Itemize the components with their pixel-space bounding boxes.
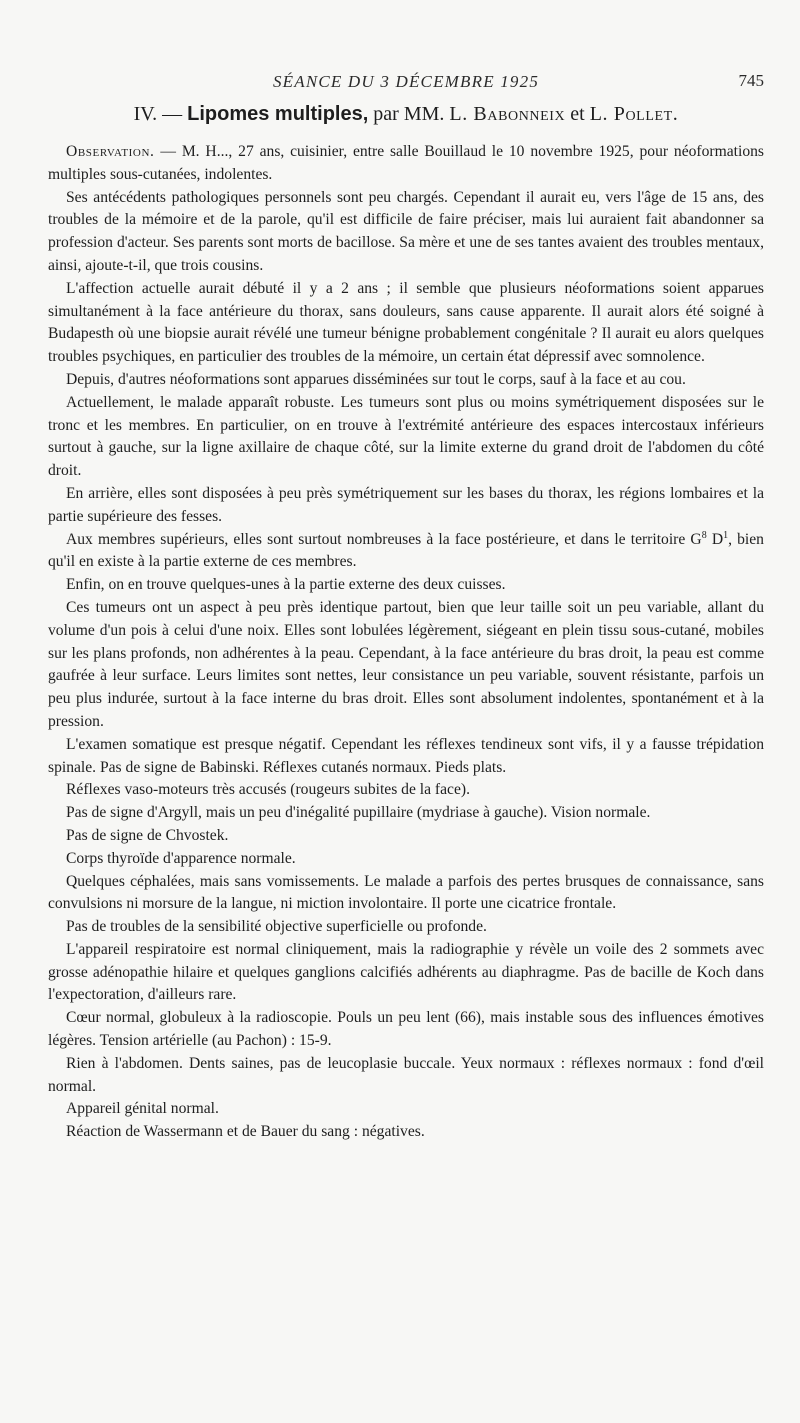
paragraph-arriere: En arrière, elles sont disposées à peu près symétriquement sur les bases du thorax, les régions lombaires et la partie supérieure des fesses.: [48, 484, 764, 525]
running-header: [48, 66, 764, 102]
membres-text-a: Aux membres supérieurs, elles sont surtout nombreuses à la face postérieure, et dans le territoire G: [66, 530, 702, 548]
paragraph-coeur: Cœur normal, globuleux à la radioscopie. Pouls un peu lent (66), mais instable sous des influences émotives légères. Tension artérielle (au Pachon) : 15-9.: [48, 1009, 764, 1050]
paragraph-actuellement: Actuellement, le malade apparaît robuste. Les tumeurs sont plus ou moins symétriquement disposées sur le tronc et les membres. En particulier, on en trouve à l'extrémité antérieure des espaces intercostaux inférieurs surtout à gauche, sur la ligne axillaire de chaque côté, sur la limite externe du grand droit de l'abdomen du côté droit.: [48, 393, 764, 480]
paragraph-antecedents: Ses antécédents pathologiques personnels sont peu chargés. Cependant il aurait eu, vers l'âge de 15 ans, des troubles de la mémoire et de la parole, qu'il est difficile de faire préciser, mais lui auraient fait abandonner sa profession d'acteur. Ses parents sont morts de bacillose. Sa mère et une de ses tantes avaient des troubles mentaux, ainsi, ajoute-t-il, que trois cousins.: [48, 188, 764, 274]
page: [48, 66, 764, 1144]
section-title: [48, 102, 764, 127]
paragraph-observation: [48, 141, 764, 187]
article-title: Lipomes multiples,: [187, 103, 369, 125]
paragraph-affection: L'affection actuelle aurait débuté il y a 2 ans ; il semble que plusieurs néoformations soient apparues simultanément à la face antérieure du thorax, sans douleurs, sans cause apparente. Il aurait alors été soigné à Budapesth où une biopsie aurait révélé une tumeur bénigne probablement congénitale ? Il aurait eu alors quelques troubles psychiques, en particulier des troubles de la mémoire, un certain état dépressif avec somnolence.: [48, 279, 764, 366]
membres-text-b: D: [706, 530, 724, 548]
paragraph-tumeurs: Ces tumeurs ont un aspect à peu près identique partout, bien que leur taille soit un peu variable, allant du volume d'un pois à celui d'une noix. Elles sont lobulées légèrement, siégeant en plein tissu sous-cutané, mobiles sur les plans profonds, non adhérentes à la peau. Cependant, à la face antérieure du bras droit, la peau est comme gaufrée à leur surface. Leurs limites sont nettes, leur consistance un peu variable, souvent résistante, parfois un peu plus indurée, surtout à la face interne du bras droit. Elles sont absolument indolentes, spontanément et à la pression.: [48, 598, 764, 730]
membres-sup-2: 1: [723, 529, 729, 541]
observation-text: — M. H..., 27 ans, cuisinier, entre salle Bouillaud le 10 novembre 1925, pour néoformations multiples sous-cutanées, indolentes.: [48, 143, 764, 183]
paragraph-reflexes: Réflexes vaso-moteurs très accusés (rougeurs subites de la face).: [66, 781, 470, 799]
observation-label: Observation.: [66, 143, 155, 160]
paragraph-sensibilite: Pas de troubles de la sensibilité objective superficielle ou profonde.: [66, 918, 487, 936]
paragraph-depuis: Depuis, d'autres néoformations sont apparues disséminées sur tout le corps, sauf à la face et au cou.: [66, 370, 686, 388]
author-1: L. Babonneix: [449, 103, 566, 125]
paragraph-wassermann: Réaction de Wassermann et de Bauer du sang : négatives.: [66, 1123, 425, 1141]
by-label: par MM.: [373, 103, 445, 125]
paragraph-membres: [48, 529, 764, 575]
membres-text-c: , bien qu'il en existe à la partie externe de ces membres.: [48, 530, 764, 571]
paragraph-enfin: Enfin, on en trouve quelques-unes à la partie externe des deux cuisses.: [66, 576, 506, 594]
paragraph-genital: Appareil génital normal.: [66, 1100, 219, 1118]
paragraph-abdomen: Rien à l'abdomen. Dents saines, pas de leucoplasie buccale. Yeux normaux : réflexes normaux : fond d'œil normal.: [48, 1054, 764, 1095]
page-number: 745: [738, 71, 764, 90]
running-title: SÉANCE DU 3 DÉCEMBRE 1925: [272, 72, 540, 91]
paragraph-thyroide: Corps thyroïde d'apparence normale.: [66, 849, 296, 867]
article-body: [48, 141, 764, 1144]
paragraph-argyll: Pas de signe d'Argyll, mais un peu d'inégalité pupillaire (mydriase à gauche). Vision normale.: [66, 804, 651, 822]
paragraph-cephalees: Quelques céphalées, mais sans vomissements. Le malade a parfois des pertes brusques de connaissance, sans convulsions ni morsure de la langue, ni miction involontaire. Il porte une cicatrice frontale.: [48, 872, 764, 913]
membres-sup-1: 8: [701, 529, 707, 541]
paragraph-examen: L'examen somatique est presque négatif. Cependant les réflexes tendineux sont vifs, il y a fausse trépidation spinale. Pas de signe de Babinski. Réflexes cutanés normaux. Pieds plats.: [48, 735, 764, 776]
paragraph-chvostek: Pas de signe de Chvostek.: [66, 826, 229, 844]
section-numeral: IV. —: [133, 103, 183, 125]
paragraph-respiratoire: L'appareil respiratoire est normal cliniquement, mais la radiographie y révèle un voile des 2 sommets avec grosse adénopathie hilaire et quelques ganglions calcifiés adhérents au diaphragme. Pas de bacille de Koch dans l'expectoration, d'ailleurs rare.: [48, 940, 764, 1004]
and-label: et: [570, 103, 585, 125]
author-2: L. Pollet.: [589, 103, 679, 125]
